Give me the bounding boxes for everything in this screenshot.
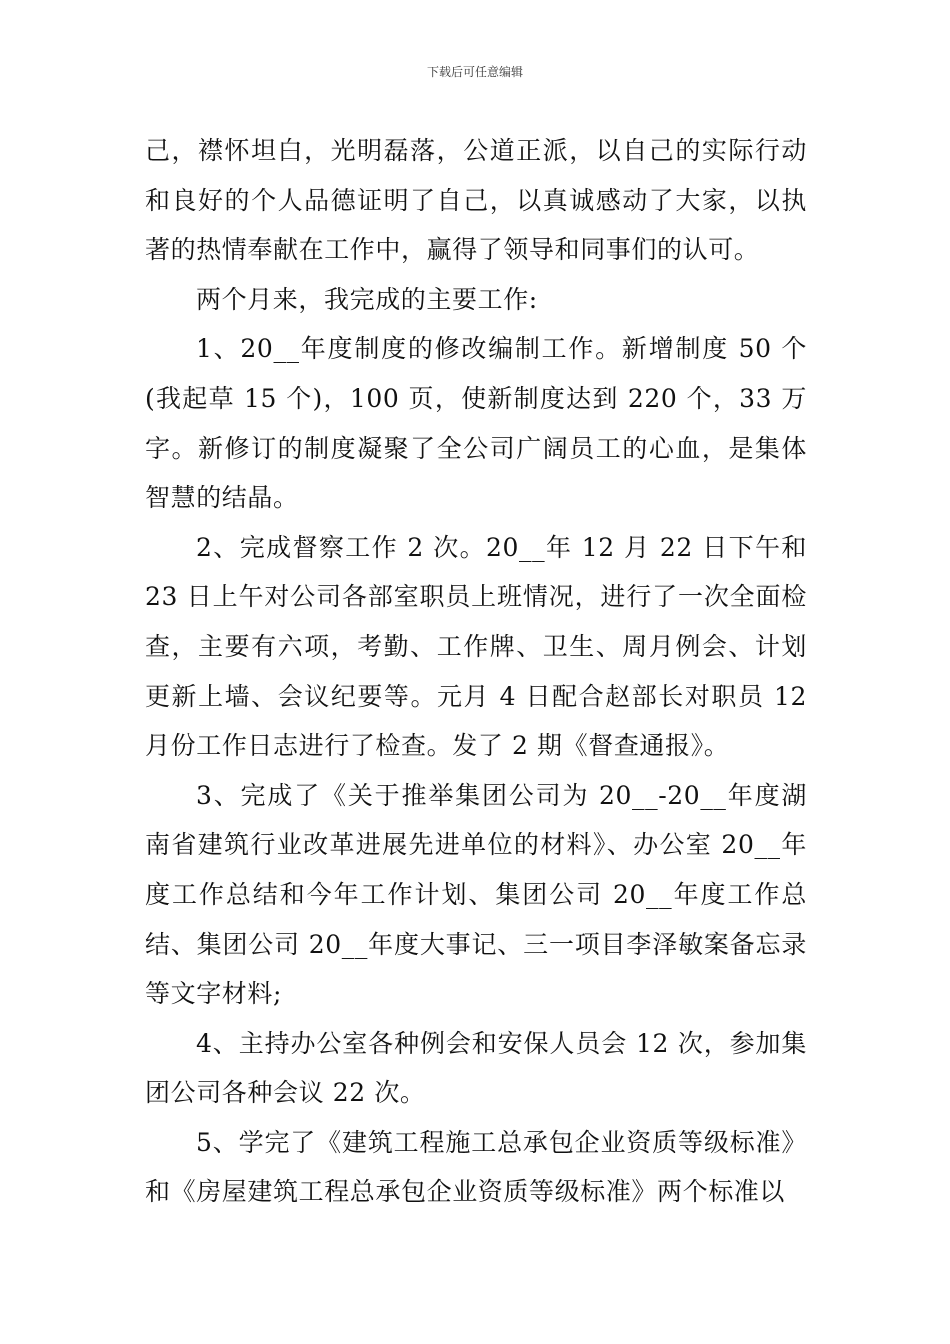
paragraph-line: 己，襟怀坦白，光明磊落，公道正派，以自己的实际行动: [145, 136, 807, 165]
paragraph-line: 和《房屋建筑工程总承包企业资质等级标准》两个标准以: [145, 1177, 786, 1207]
paragraph-2: [145, 275, 807, 325]
page-header: 下载后可任意编辑: [426, 65, 523, 79]
paragraph-line: 2、完成督察工作 2 次。20__年 12 月 22 日下午和 23 日: [145, 532, 807, 612]
paragraph-line: 1、20__年度制度的修改编制工作。新增制度 50 个(我: [145, 334, 807, 413]
paragraph-line: 3、完成了《关于推举集团公司为 20__-20__年度湖南: [145, 780, 807, 860]
paragraph-line: 两个月来，我完成的主要工作:: [196, 284, 538, 314]
paragraph-line: 工作总结和今年工作计划、集团公司 20__年度工作总结、: [145, 879, 807, 959]
paragraph-line: 5、学完了《建筑工程施工总承包企业资质等级标准》: [196, 1127, 807, 1157]
paragraph-4: [145, 523, 807, 771]
paragraph-line: 作日志进行了检查。发了 2 期《督查通报》。: [221, 731, 730, 761]
paragraph-3: [145, 324, 807, 522]
paragraph-line: 字材料;: [196, 979, 283, 1009]
paragraph-1: [145, 126, 807, 275]
paragraph-line: 集团公司 20__年度大事记、三一项目李泽敏案备忘录等文: [145, 929, 807, 1009]
document-body: [145, 126, 807, 1217]
paragraph-6: [145, 1019, 807, 1118]
paragraph-line: 上墙、会议纪要等。元月 4 日配合赵部长对职员 12 月份工: [145, 681, 807, 761]
paragraph-line: 4、主持办公室各种例会和安保人员会 12 次，参加集团: [145, 1028, 807, 1108]
paragraph-line: 和良好的个人品德证明了自己，以真诚感动了大家，以执: [145, 185, 807, 215]
paragraph-7: [145, 1118, 807, 1217]
paragraph-line: 晶。: [247, 483, 299, 513]
paragraph-line: 起草 15 个)，100 页，使新制度达到 220 个，33 万字。新修: [145, 383, 807, 463]
paragraph-line: 著的热情奉献在工作中，赢得了领导和同事们的认可。: [145, 235, 760, 265]
paragraph-line: 订的制度凝聚了全公司广阔员工的心血，是集体智慧的结: [145, 433, 808, 513]
paragraph-line: 省建筑行业改革进展先进单位的材料》、办公室 20__年度: [145, 830, 807, 909]
paragraph-line: 公司各种会议 22 次。: [170, 1078, 426, 1108]
paragraph-line: 上午对公司各部室职员上班情况，进行了一次全面检查，: [145, 582, 807, 661]
paragraph-line: 主要有六项，考勤、工作牌、卫生、周月例会、计划更新: [145, 631, 808, 711]
paragraph-5: [145, 771, 807, 1019]
